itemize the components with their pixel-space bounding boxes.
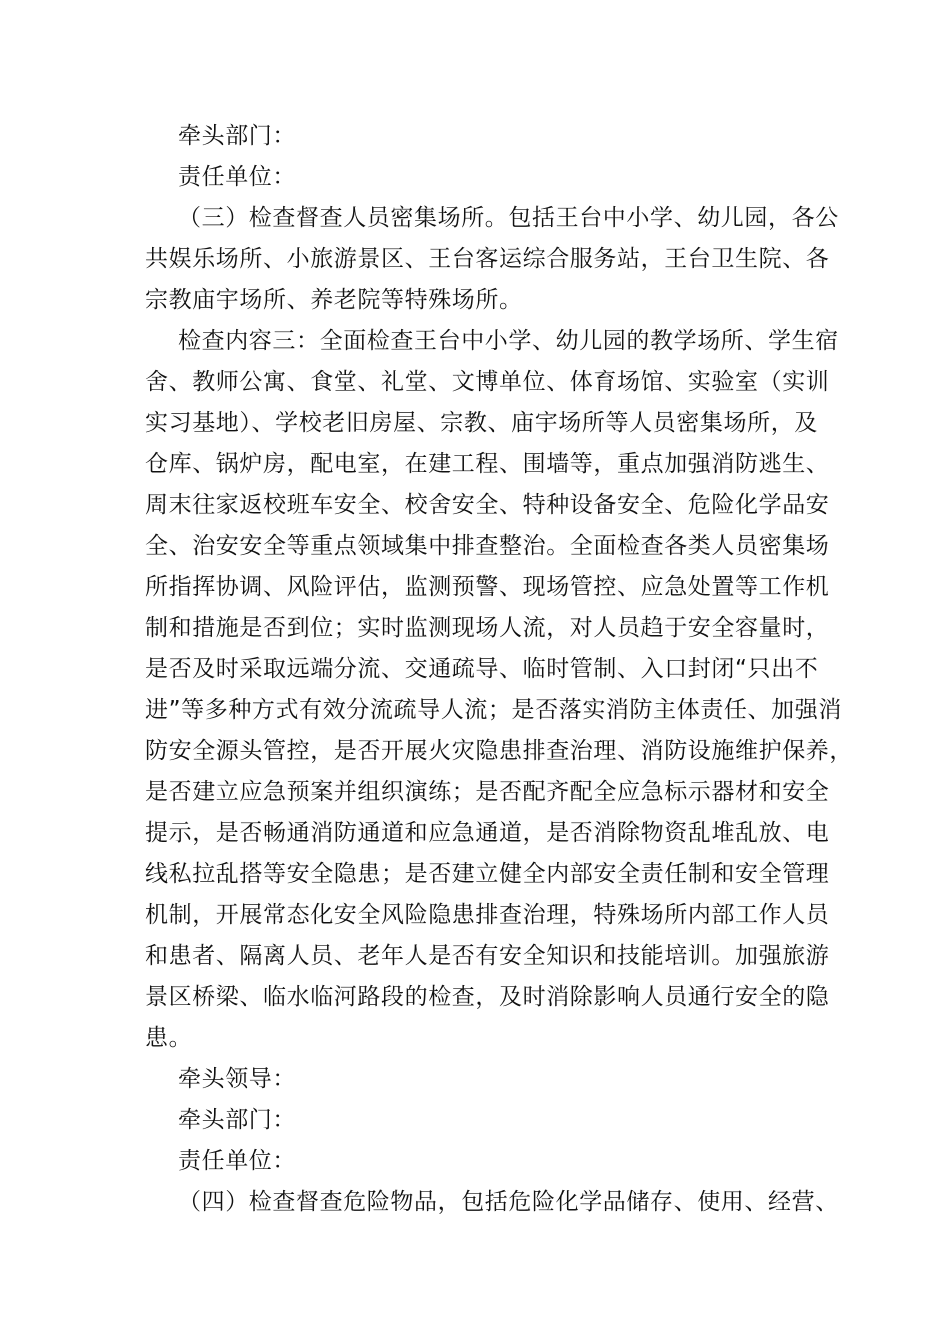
text-line: 线私拉乱搭等安全隐患；是否建立健全内部安全责任制和安全管理 bbox=[145, 861, 830, 887]
text-line: 所指挥协调、风险评估，监测预警、现场管控、应急处置等工作机 bbox=[145, 574, 830, 600]
text-line: 周末往家返校班车安全、校舍安全、特种设备安全、危险化学品安 bbox=[145, 492, 830, 518]
text-line: 宗教庙宇场所、养老院等特殊场所。 bbox=[145, 287, 523, 313]
lead-leader-label: 牵头领导： bbox=[178, 1066, 296, 1092]
text-line: 是否及时采取远端分流、交通疏导、临时管制、入口封闭“只出不 bbox=[145, 656, 819, 682]
section-4-heading: （四）检查督查危险物品，包括危险化学品储存、使用、经营、 bbox=[178, 1189, 839, 1215]
lead-department-label: 牵头部门： bbox=[178, 1107, 296, 1133]
lead-department-label: 牵头部门： bbox=[178, 123, 296, 149]
text-line: 患。 bbox=[145, 1025, 193, 1051]
text-line: 景区桥梁、临水临河路段的检查，及时消除影响人员通行安全的隐 bbox=[145, 984, 830, 1010]
inspection-content-3: 检查内容三：全面检查王台中小学、幼儿园的教学场所、学生宿 bbox=[178, 328, 839, 354]
text-line: 提示，是否畅通消防通道和应急通道，是否消除物资乱堆乱放、电 bbox=[145, 820, 830, 846]
text-line: 进”等多种方式有效分流疏导人流；是否落实消防主体责任、加强消 bbox=[145, 697, 842, 723]
text-line: 共娱乐场所、小旅游景区、王台客运综合服务站，王台卫生院、各 bbox=[145, 246, 830, 272]
responsible-unit-label: 责任单位： bbox=[178, 1148, 296, 1174]
text-line: 和患者、隔离人员、老年人是否有安全知识和技能培训。加强旅游 bbox=[145, 943, 830, 969]
section-3-heading: （三）检查督查人员密集场所。包括王台中小学、幼儿园，各公 bbox=[178, 205, 839, 231]
text-line: 仓库、锅炉房，配电室，在建工程、围墙等，重点加强消防逃生、 bbox=[145, 451, 830, 477]
text-line: 是否建立应急预案并组织演练；是否配齐配全应急标示器材和安全 bbox=[145, 779, 830, 805]
responsible-unit-label: 责任单位： bbox=[178, 164, 296, 190]
text-line: 防安全源头管控，是否开展火灾隐患排查治理、消防设施维护保养， bbox=[145, 738, 853, 764]
text-line: 机制，开展常态化安全风险隐患排查治理，特殊场所内部工作人员 bbox=[145, 902, 830, 928]
text-line: 实习基地）、学校老旧房屋、宗教、庙宇场所等人员密集场所，及 bbox=[145, 410, 818, 436]
text-line: 制和措施是否到位；实时监测现场人流，对人员趋于安全容量时， bbox=[145, 615, 830, 641]
text-line: 舍、教师公寓、食堂、礼堂、文博单位、体育场馆、实验室（实训 bbox=[145, 369, 830, 395]
text-line: 全、治安安全等重点领域集中排查整治。全面检查各类人员密集场 bbox=[145, 533, 830, 559]
